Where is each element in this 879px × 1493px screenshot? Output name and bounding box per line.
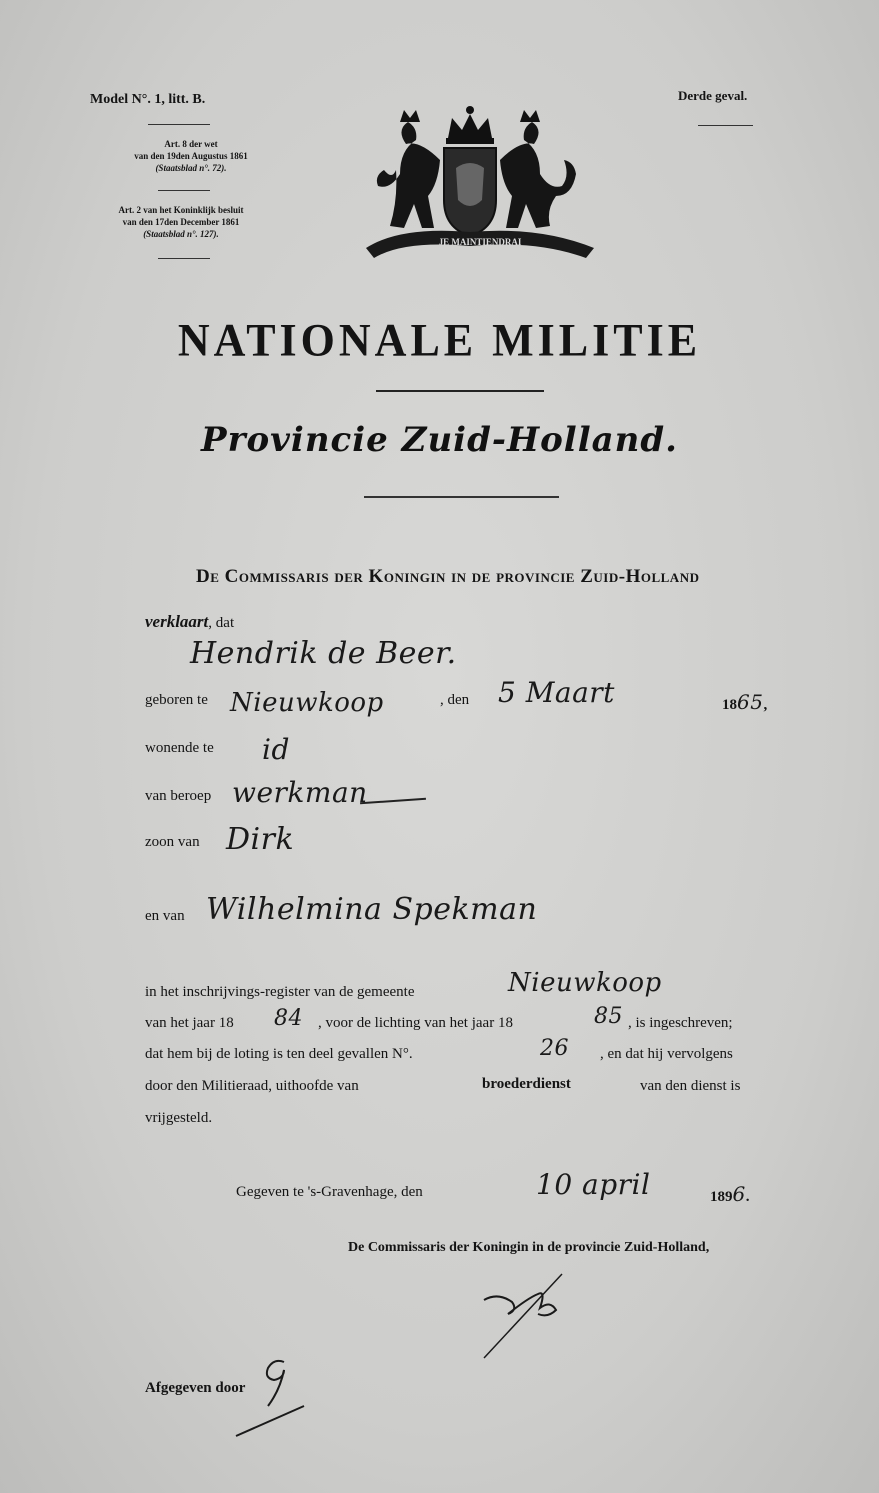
divider: [698, 125, 753, 126]
signatory-title: De Commissaris der Koningin in de provincie Zuid-Holland,: [348, 1240, 710, 1255]
levy-label: , voor de lichting van het jaar 18: [318, 1015, 513, 1031]
law-ref-2-line-3: (Staatsblad n°. 127).: [143, 229, 219, 239]
given-year-prefix: 189: [710, 1189, 733, 1205]
signature-icon: [478, 1270, 578, 1362]
model-label: Model N°. 1, litt. B.: [90, 92, 206, 107]
birth-year-prefix: 18: [722, 697, 737, 713]
law-reference-2: [76, 204, 286, 240]
law-ref-1-line-3: (Staatsblad n°. 72).: [155, 163, 227, 173]
declaration-line: [145, 612, 234, 632]
issuer-initial-icon: [234, 1356, 308, 1440]
law-reference-1: [86, 138, 296, 174]
mother-name: Wilhelmina Spekman: [206, 892, 538, 927]
residence-value: id: [262, 733, 290, 766]
law-ref-2-line-1: Art. 2 van het Koninklijk besluit: [118, 205, 244, 215]
coat-of-arms-icon: [360, 100, 600, 265]
father-name: Dirk: [226, 822, 295, 857]
lot-tail: , en dat hij vervolgens: [600, 1046, 733, 1062]
year-label: van het jaar 18: [145, 1015, 234, 1031]
born-at-label: geboren te: [145, 692, 208, 708]
motto-text: JE MAINTIENDRAI: [438, 237, 522, 247]
issued-by-label: Afgegeven door: [145, 1380, 246, 1396]
register-year: 84: [274, 1006, 303, 1031]
fill-line: [360, 798, 426, 805]
council-text: door den Militieraad, uithoofde van: [145, 1078, 359, 1094]
lot-number: 26: [540, 1036, 569, 1061]
register-text: in het inschrijvings-register van de gemeente: [145, 984, 415, 1000]
den-label: , den: [440, 692, 470, 708]
profession-label: van beroep: [145, 788, 212, 804]
lot-text: dat hem bij de loting is ten deel gevallen N°.: [145, 1046, 413, 1062]
inscribed-label: , is ingeschreven;: [628, 1015, 733, 1031]
birthplace-value: Nieuwkoop: [230, 688, 384, 718]
divider: [158, 190, 210, 191]
law-ref-1-line-2: van den 19den Augustus 1861: [134, 151, 248, 161]
divider: [376, 390, 544, 392]
law-ref-2-line-2: van den 17den December 1861: [122, 217, 240, 227]
birth-date-value: 5 Maart: [498, 676, 615, 709]
dat-text: , dat: [208, 615, 235, 631]
law-ref-1-line-1: Art. 8 der wet: [164, 139, 218, 149]
case-label: Derde geval.: [678, 88, 748, 103]
birth-year: 1865,: [722, 690, 768, 714]
given-at: Gegeven te 's-Gravenhage, den: [236, 1184, 423, 1200]
given-date: 10 april: [536, 1168, 651, 1201]
register-municipality: Nieuwkoop: [508, 968, 662, 998]
levy-year: 85: [594, 1004, 623, 1029]
service-tail: van den dienst is: [640, 1078, 741, 1094]
profession-value: werkman: [232, 776, 368, 809]
authority-line: De Commissaris der Koningin in de provincie Zuid-Holland: [196, 566, 700, 587]
page-title: NATIONALE MILITIE: [177, 314, 702, 367]
province-heading: Provincie Zuid-Holland.: [201, 420, 678, 460]
residing-label: wonende te: [145, 740, 214, 756]
and-of-label: en van: [145, 908, 185, 924]
birth-year-suffix: 65: [737, 690, 764, 714]
exempt-text: vrijgesteld.: [145, 1110, 213, 1126]
son-of-label: zoon van: [145, 834, 200, 850]
divider: [364, 496, 559, 498]
given-year: 1896.: [710, 1182, 750, 1206]
given-year-suffix: 6: [732, 1182, 746, 1206]
exemption-reason: broederdienst: [482, 1076, 571, 1092]
verklaart-text: verklaart: [145, 612, 209, 631]
divider: [158, 258, 210, 259]
divider: [148, 124, 210, 125]
person-name: Hendrik de Beer.: [190, 636, 457, 671]
